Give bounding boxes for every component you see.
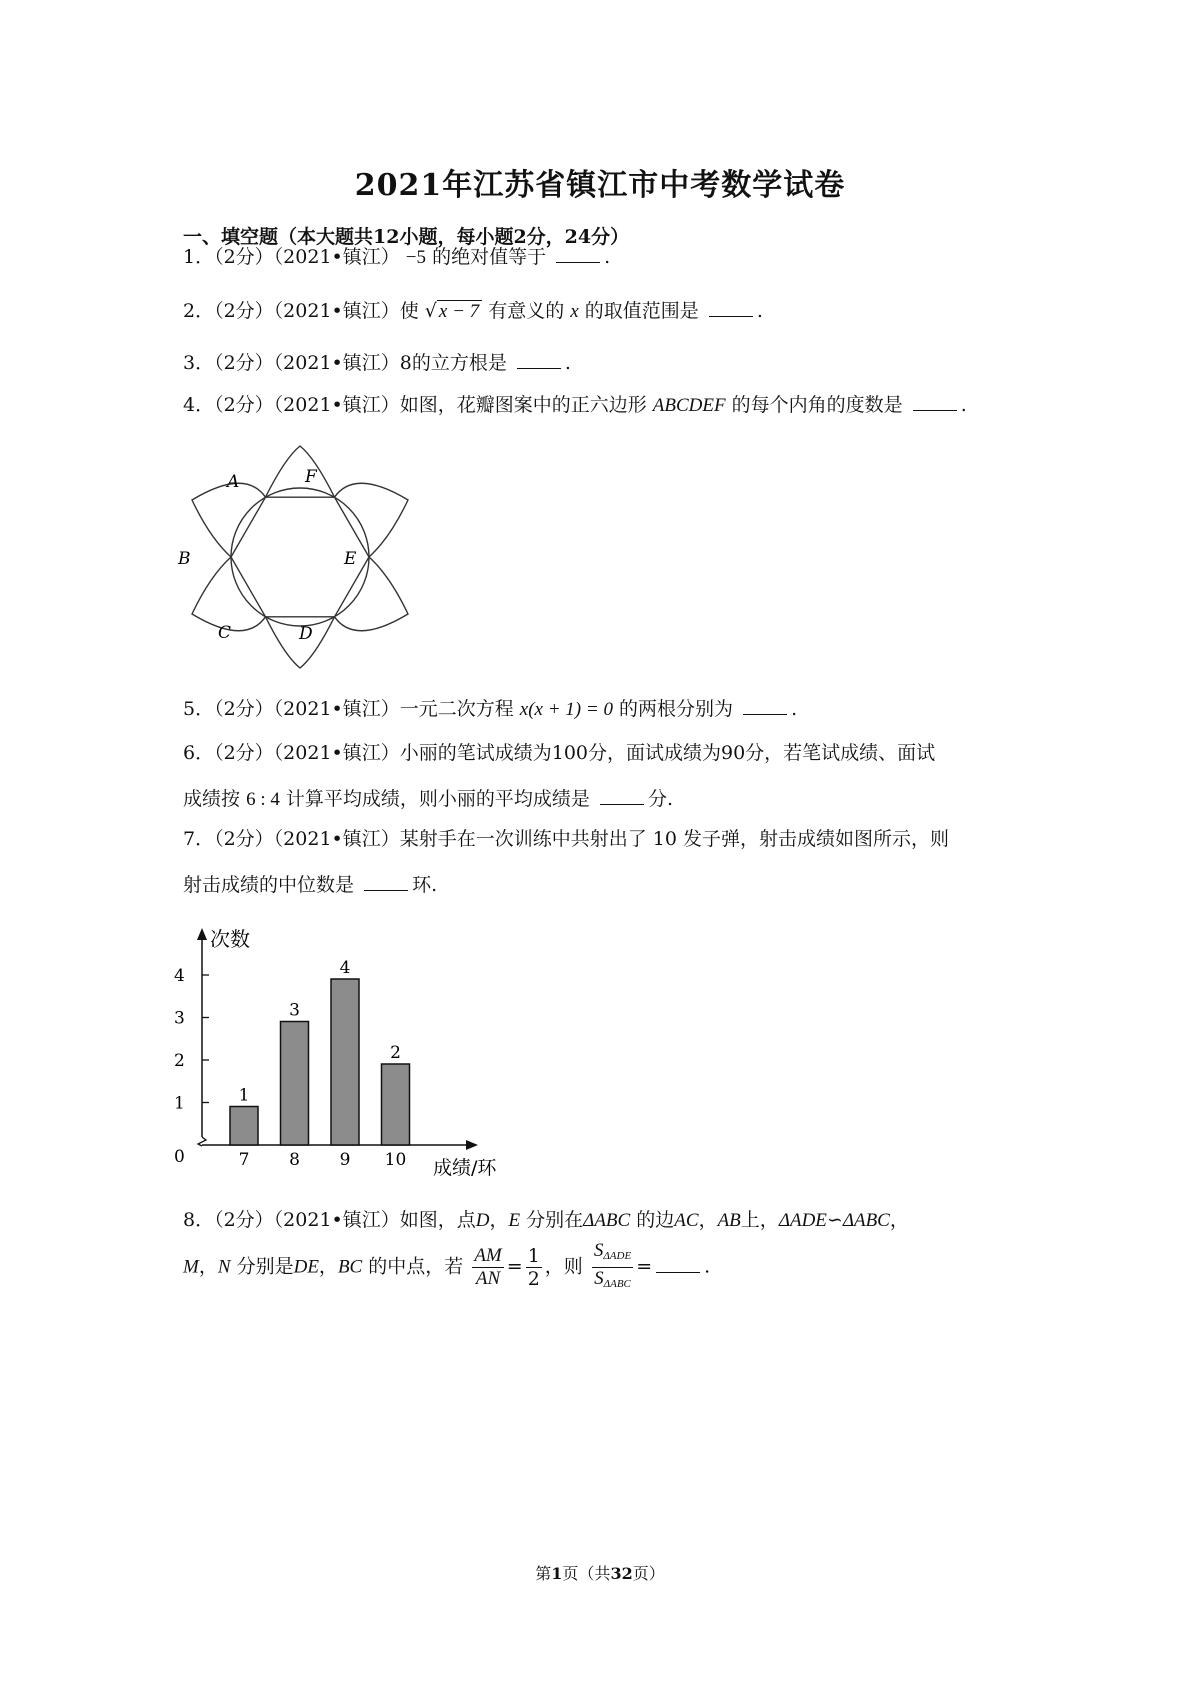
frac-denominator: 2 xyxy=(527,1268,540,1290)
q8-text-g: ，则 xyxy=(544,1255,583,1278)
frac-numerator xyxy=(592,1240,633,1268)
question-4 xyxy=(183,392,967,419)
q4-text: 的每个内角的度数是 xyxy=(731,394,903,416)
q5-text: 的两根分别为 xyxy=(619,698,734,720)
q1-text: 的绝对值等于 xyxy=(432,246,547,268)
q8-text-d: 上， xyxy=(740,1209,779,1231)
footer-text-c: 页） xyxy=(632,1564,665,1583)
label-A: A xyxy=(227,472,240,492)
fraction-area-ratio xyxy=(592,1240,633,1295)
x-axis-title: 成绩/环 xyxy=(433,1157,497,1179)
q8-similarity: ΔADE∽ΔABC xyxy=(778,1210,890,1231)
y-tick-label: 0 xyxy=(174,1147,185,1167)
q8-side-AC: AC xyxy=(674,1210,699,1231)
y-tick-label: 4 xyxy=(174,966,185,986)
fraction-AM-AN xyxy=(472,1245,503,1290)
petal-top xyxy=(266,446,335,497)
sqrt-symbol: √ xyxy=(424,300,437,322)
x-tick-label: 8 xyxy=(289,1150,300,1170)
frac-denominator xyxy=(592,1268,633,1295)
q8-side-AB: AB xyxy=(717,1210,741,1231)
q6-text-b: 计算平均成绩，则小丽的平均成绩是 xyxy=(285,788,590,810)
question-8-line-1 xyxy=(183,1207,909,1234)
q8-point-D: D xyxy=(475,1210,490,1231)
q8-point-N: N xyxy=(217,1256,231,1278)
question-7-line-1: 7．（2分）（2021•镇江）某射手在一次训练中共射出了 10 发子弹，射击成绩如图所示，则 xyxy=(183,828,949,850)
q1-answer-blank[interactable] xyxy=(556,244,600,263)
page-footer xyxy=(0,1561,1200,1584)
label-D: D xyxy=(299,624,313,644)
q8-point-M: M xyxy=(183,1256,199,1278)
bar-value-label: 2 xyxy=(390,1043,401,1063)
q3-end: . xyxy=(564,352,571,374)
q4-prefix: 4．（2分）（2021•镇江）如图，花瓣图案中的正六边形 xyxy=(183,394,647,416)
q8-comma: ， xyxy=(198,1255,218,1278)
frac-numerator: 1 xyxy=(527,1245,540,1267)
footer-text-a: 第 xyxy=(535,1564,552,1583)
q8-answer-blank[interactable] xyxy=(656,1254,700,1273)
q8-text-c: 的边 xyxy=(636,1209,675,1231)
question-7-line-2 xyxy=(183,872,437,898)
area-symbol: S xyxy=(593,1240,604,1261)
q8-end: . xyxy=(704,1255,711,1278)
score-bar-chart xyxy=(170,920,540,1182)
q8-comma: ， xyxy=(489,1209,509,1231)
question-3 xyxy=(183,350,571,376)
label-B: B xyxy=(178,549,191,569)
q6-ratio: 6 : 4 xyxy=(246,789,280,810)
bar-10 xyxy=(382,1064,410,1145)
y-axis-arrow xyxy=(197,928,207,940)
y-tick-label: 2 xyxy=(174,1051,185,1071)
q8-point-E: E xyxy=(508,1210,521,1231)
bar-8 xyxy=(281,1022,309,1146)
footer-page-number: 1 xyxy=(551,1564,563,1583)
q3-answer-blank[interactable] xyxy=(517,350,561,369)
label-C: C xyxy=(218,623,232,643)
y-axis-title: 次数 xyxy=(210,927,250,951)
q2-end: . xyxy=(756,300,763,322)
label-E: E xyxy=(344,549,357,569)
q1-number: −5 xyxy=(405,247,427,268)
question-1 xyxy=(183,244,610,271)
bar-value-label: 3 xyxy=(289,1000,300,1021)
q5-equation: x(x + 1) = 0 xyxy=(519,699,613,720)
q8-text-e: 分别是 xyxy=(236,1255,294,1278)
q1-prefix: 1．（2分）（2021•镇江） xyxy=(183,246,400,268)
petal-top-right xyxy=(335,483,409,557)
question-8-line-2 xyxy=(183,1240,710,1295)
area-subscript: ΔADE xyxy=(603,1250,632,1262)
area-symbol: S xyxy=(594,1268,604,1289)
q4-hexagon-name: ABCDEF xyxy=(652,395,726,416)
q2-text: 有意义的 xyxy=(488,300,565,322)
bar-9 xyxy=(331,979,359,1145)
q4-end: . xyxy=(960,394,967,416)
x-tick-label: 9 xyxy=(339,1150,351,1170)
question-2 xyxy=(183,298,763,325)
question-6-line-1: 6．（2分）（2021•镇江）小丽的笔试成绩为100分，面试成绩为90分，若笔试成绩、面试 xyxy=(183,742,936,764)
q1-end: . xyxy=(604,246,611,268)
footer-total-pages: 32 xyxy=(610,1564,633,1583)
bar-value-label: 1 xyxy=(238,1085,250,1106)
q8-triangle-ABC: ΔABC xyxy=(583,1210,631,1231)
x-tick-label: 10 xyxy=(384,1150,407,1170)
q7-answer-blank[interactable] xyxy=(364,872,408,891)
q6-answer-blank[interactable] xyxy=(600,786,644,805)
equals-sign: = xyxy=(506,1255,523,1278)
x-axis-arrow xyxy=(466,1140,478,1150)
q7-text-a: 射击成绩的中位数是 xyxy=(183,874,355,896)
q8-text-b: 分别在 xyxy=(526,1209,584,1231)
q8-text-f: 的中点，若 xyxy=(368,1255,464,1278)
equals-sign: = xyxy=(636,1255,653,1278)
q5-end: . xyxy=(791,698,798,720)
section-heading: 一、填空题（本大题共12小题，每小题2分，24分） xyxy=(183,226,630,248)
bar-value-label: 4 xyxy=(339,958,351,978)
footer-text-b: 页（共 xyxy=(562,1564,611,1583)
q2-answer-blank[interactable] xyxy=(709,298,753,317)
petal-top-left xyxy=(192,483,266,557)
q2-prefix: 2．（2分）（2021•镇江）使 xyxy=(183,300,419,322)
area-subscript: ΔABC xyxy=(603,1278,631,1290)
q2-var: x xyxy=(570,301,579,322)
q8-comma: ， xyxy=(318,1255,338,1278)
question-5 xyxy=(183,696,797,723)
question-6-line-2 xyxy=(183,786,673,813)
q2-radicand: x − 7 xyxy=(437,300,482,323)
page-title: 2021年江苏省镇江市中考数学试卷 xyxy=(354,168,846,203)
label-F: F xyxy=(305,467,317,487)
q2-text-2: 的取值范围是 xyxy=(584,300,699,322)
q5-prefix: 5．（2分）（2021•镇江）一元二次方程 xyxy=(183,698,514,720)
q8-segment-BC: BC xyxy=(337,1256,363,1278)
q7-text-b: 环. xyxy=(412,874,438,896)
hexagon-flower-figure xyxy=(180,438,420,676)
frac-numerator: AM xyxy=(474,1245,502,1266)
q6-text-a: 成绩按 xyxy=(183,788,241,810)
y-tick-label: 3 xyxy=(174,1008,185,1029)
q4-answer-blank[interactable] xyxy=(913,392,957,411)
q8-comma: ， xyxy=(698,1209,718,1231)
bar-7 xyxy=(230,1107,258,1146)
fraction-one-half xyxy=(526,1245,542,1290)
q8-segment-DE: DE xyxy=(293,1256,319,1278)
q8-comma: ， xyxy=(889,1209,909,1231)
frac-denominator: AN xyxy=(475,1268,501,1289)
q6-text-c: 分. xyxy=(647,788,673,810)
petal-bottom-left xyxy=(192,557,266,631)
q3-prefix: 3．（2分）（2021•镇江）8的立方根是 xyxy=(183,352,507,374)
q5-answer-blank[interactable] xyxy=(743,696,787,715)
y-tick-label: 1 xyxy=(174,1093,185,1114)
q8-text-a: 8．（2分）（2021•镇江）如图，点 xyxy=(183,1209,476,1231)
x-tick-label: 7 xyxy=(238,1150,250,1170)
